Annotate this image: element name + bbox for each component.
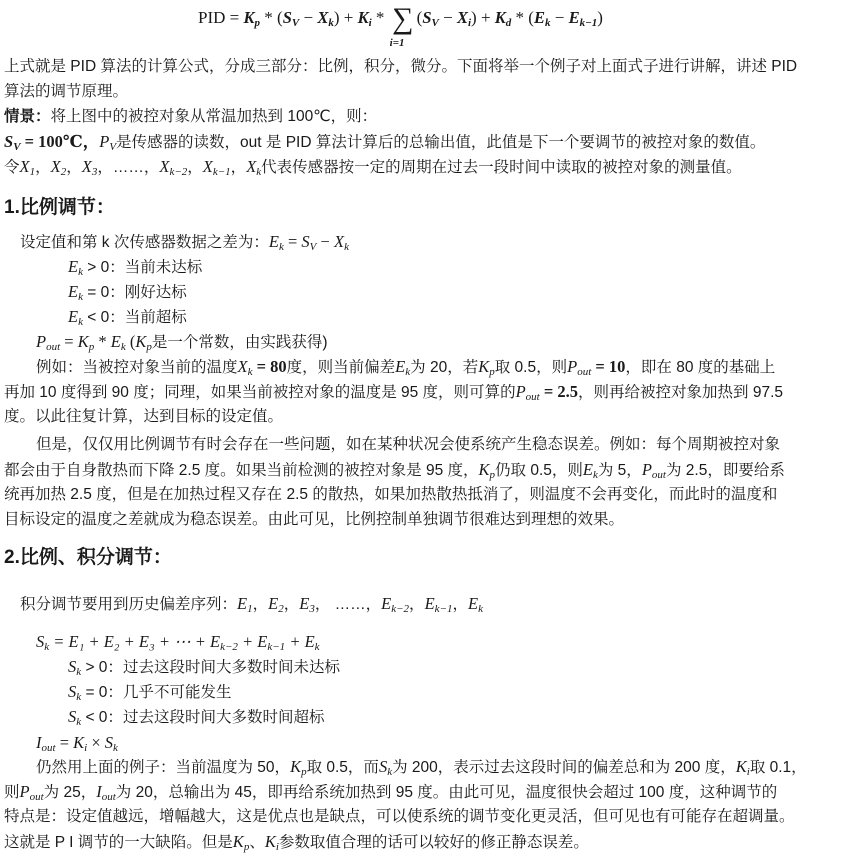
ek-symbol: $E_k$ [68,257,83,278]
x-symbol: $X_1$ [19,157,36,178]
kd-symbol: $K_d$ [494,8,512,29]
sv-definition-line [4,130,765,155]
x-symbol: $X_3$ [81,157,98,178]
pout-symbol: $P_{out}$ [641,460,666,481]
formula-text: ) [597,8,603,27]
formula-text: − [438,8,457,27]
sk-rhs: + E [237,632,268,651]
sv-value: = 100℃， [20,132,100,151]
summation-icon: ∑ i=1 [389,2,414,49]
ek-case-negative [68,305,187,330]
kp-symbol: $K_p$ [135,332,152,353]
separator: ， [187,159,203,176]
value: = 2.5 [539,382,579,401]
example-2-line-1 [36,755,807,780]
ki-symbol: $K_i$ [73,733,88,754]
kp-symbol: $K_p$ [290,757,307,778]
ek-symbol: $E_k$ [533,8,551,29]
subscript: k [314,641,320,653]
kp-symbol: $K_p$ [478,357,495,378]
formula-text: ( [416,8,423,27]
formula-text: ) + [333,8,358,27]
difference-definition [20,230,349,255]
eq: = [60,332,78,351]
pout-symbol: $P_{out}$ [567,357,592,378]
ek1-symbol: $E_{k-1}$ [568,8,598,29]
paragraph-2-line-4: 目标设定的温度之差就成为稳态误差。由此可见，比例控制单独调节很难达到理想的效果。 [4,511,625,528]
pout-symbol: $P_{out}$ [515,382,540,403]
example-1-line-2 [4,380,783,405]
text: 取 0.1， [749,759,807,776]
formula-text: − [299,8,318,27]
e-symbol: $E_k$ [467,594,483,615]
ek-symbol: $E_k$ [268,232,284,253]
intro-line-1: 上式就是 PID 算法的计算公式，分成三部分：比例，积分，微分。下面将举一个例子对上面式子进行讲解，讲述 PID [4,58,798,75]
case-condition: = 0： [81,684,123,701]
sv-symbol: $S_V$ [4,132,21,153]
paragraph-2-line-2 [4,458,785,483]
ek-symbol: $E_k$ [68,282,83,303]
scenario-text: 将上图中的被控对象从常温加热到 100℃，则： [50,108,378,125]
text: 这就是 P I 调节的一大缺陷。但是 [4,834,233,851]
pout-symbol: $P_{out}$ [19,782,44,803]
separator: ， [35,159,51,176]
case-text: 当前未达标 [124,259,203,276]
iout-symbol: $I_{out}$ [36,733,56,754]
example-2-line-3: 特点是：设定值越远，增幅越大，这是优点也是缺点，可以使系统的调节变化更灵活，但可见也有可能存在超调量。 [4,808,795,825]
text: 为 20，总输出为 45，即再给系统加热到 95 度。由此可见，温度很快会超过 100 度，这种调节的 [115,784,778,801]
separator: ， [452,596,468,613]
sk-symbol: $S_k$ [68,657,82,678]
case-text: 刚好达标 [124,284,187,301]
e-symbol: $E_{k-1}$ [424,594,453,615]
diff-text: 设定值和第 k 次传感器数据之差为： [20,234,269,251]
case-text: 过去这段时间大多数时间未达标 [122,659,340,676]
e-symbol: $E_3$ [299,594,315,615]
subscript: k−1 [267,641,286,653]
kp-symbol: $K_p$ [77,332,95,353]
sk-symbol: $S_k$ [378,757,393,778]
section-2-heading: 2.比例、积分调节： [4,547,172,568]
sk-symbol: $S_k$ [68,682,82,703]
scenario-label: 情景： [4,108,51,125]
section-1-heading: 1.比例调节： [4,197,115,218]
times: × [87,733,105,752]
value: = 10 [591,357,626,376]
ek-symbol: $E_k$ [395,357,411,378]
sk-symbol: $S_k$ [68,707,82,728]
example-1-line-1 [36,355,775,380]
sk-symbol: $S_k$ [36,632,50,653]
text: 为 25， [43,784,97,801]
text: ，则再给被控对象加热到 97.5 [578,384,783,401]
e-symbol: $E_{k-2}$ [381,594,410,615]
x-series-line [4,155,742,180]
text: 都会由于自身散热而下降 2.5 度。如果当前检测的被控对象是 95 度， [4,462,479,479]
separator: ， [252,596,269,613]
xk-symbol: $X_k$ [237,357,253,378]
sk-symbol: $S_k$ [104,733,118,754]
text: ，即在 80 度的基础上 [625,359,776,376]
x-prefix: 令 [4,159,20,176]
ek-symbol: $E_k$ [110,332,126,353]
intro-line-2: 算法的调节原理。 [4,83,129,100]
e-symbol: $E_1$ [237,594,253,615]
separator: ， [230,159,247,176]
ek-symbol: $E_k$ [582,460,598,481]
eq: = [55,733,74,752]
text: 为 2.5，即要给系 [665,462,785,479]
case-condition: > 0： [81,659,123,676]
case-text: 几乎不可能发生 [122,684,232,701]
pout-symbol: $P_{out}$ [36,332,61,353]
text: 取 0.5，而 [306,759,379,776]
x-symbol: $X_{k-1}$ [202,157,231,178]
xk-symbol: $X_k$ [333,232,349,253]
sv-symbol: $S_V$ [422,8,439,29]
scenario-line [4,105,377,129]
kp-symbol: $K_p$ [232,832,250,853]
separator: 、 [249,834,265,851]
text: 积分调节要用到历史偏差序列： [20,596,238,613]
separator: ，……， [97,159,160,176]
example-2-line-4 [4,830,589,855]
paragraph-2-line-3: 统再加热 2.5 度，但是在加热过程又存在 2.5 的散热，如果加热散热抵消了，则温度不会再变化，而此时的温度和 [4,486,778,503]
formula-lhs: PID [198,8,226,27]
text: 则 [4,784,20,801]
kp-symbol: $K_p$ [243,8,261,29]
formula-text: − [550,8,569,27]
text: 再加 10 度得到 90 度；同理，如果当前被控对象的温度是 95 度，则可算的 [4,384,516,401]
text: 为 200，表示过去这段时间的偏差总和为 200 度， [392,759,736,776]
sk-formula [36,630,320,655]
paren: ( [125,332,136,351]
text: 取 0.5，则 [494,359,568,376]
formula-text: ) + [471,8,495,27]
iout-symbol: $I_{out}$ [96,782,116,803]
x-symbol: $X_2$ [50,157,67,178]
formula-text: * [371,8,389,27]
xi-symbol: $X_i$ [456,8,472,29]
text: 度，则当前偏差 [286,359,396,376]
example-1-line-3: 度。以此往复计算，达到目标的设定值。 [4,408,284,425]
case-condition: < 0： [81,709,123,726]
separator: ， [409,596,425,613]
separator: ， ……， [314,596,382,613]
minus: − [316,232,334,251]
separator: ， [283,596,300,613]
case-text: 过去这段时间大多数时间超标 [122,709,325,726]
sv-symbol: $S_V$ [301,232,317,253]
sk-case-zero [68,680,231,705]
formula-eq: = [225,8,244,27]
ki-symbol: $K_i$ [264,832,279,853]
subscript: k−2 [220,641,238,653]
text: 例如：当被控对象当前的温度 [36,359,238,376]
example-2-line-2 [4,780,777,805]
x-symbol: $X_k$ [246,157,262,178]
ki-symbol: $K_i$ [735,757,750,778]
case-condition: > 0： [82,259,125,276]
text: 参数取值合理的话可以较好的修正静态误差。 [278,834,589,851]
formula-text: * ( [260,8,283,27]
xk-symbol: $X_k$ [317,8,334,29]
eq: = [283,232,302,251]
ek-case-zero [68,280,187,305]
e-symbol: $E_2$ [268,594,284,615]
iout-formula [36,731,118,756]
ki-symbol: $K_i$ [357,8,372,29]
sk-case-positive [68,655,340,680]
sk-rhs: = E₁ + E₂ + E₃ + ⋯ + E [49,632,221,651]
x-text: 代表传感器按一定的周期在过去一段时间中读取的被控对象的测量值。 [261,159,742,176]
ek-case-positive [68,255,202,280]
times: * [94,332,111,351]
text: 为 5， [597,462,642,479]
sk-rhs: + E [285,632,315,651]
text: 仍取 0.5，则 [495,462,583,479]
pout-formula [36,330,328,355]
formula-text: * ( [511,8,534,27]
pout-note: 是一个常数，由实践获得) [151,334,328,351]
pv-symbol: $P_V$ [99,132,117,153]
sk-case-negative [68,705,324,730]
separator: ， [66,159,82,176]
case-condition: < 0： [82,309,125,326]
paragraph-2-line-1: 但是，仅仅用比例调节有时会存在一些问题，如在某种状况会使系统产生稳态误差。例如：每个周期被控对象 [36,436,781,453]
x-symbol: $X_{k-2}$ [159,157,188,178]
pid-formula [198,2,603,49]
ek-symbol: $E_k$ [68,307,83,328]
kp-symbol: $K_p$ [478,460,496,481]
case-text: 当前超标 [124,309,187,326]
pv-text: 是传感器的读数，out 是 PID 算法计算后的总输出值，此值是下一个要调节的被控对象的数值。 [116,134,766,151]
sv-symbol: $S_V$ [282,8,300,29]
error-sequence-line [20,592,483,617]
case-condition: = 0： [82,284,125,301]
text: 仍然用上面的例子：当前温度为 50， [36,759,291,776]
value: = 80 [252,357,287,376]
text: 为 20，若 [410,359,479,376]
